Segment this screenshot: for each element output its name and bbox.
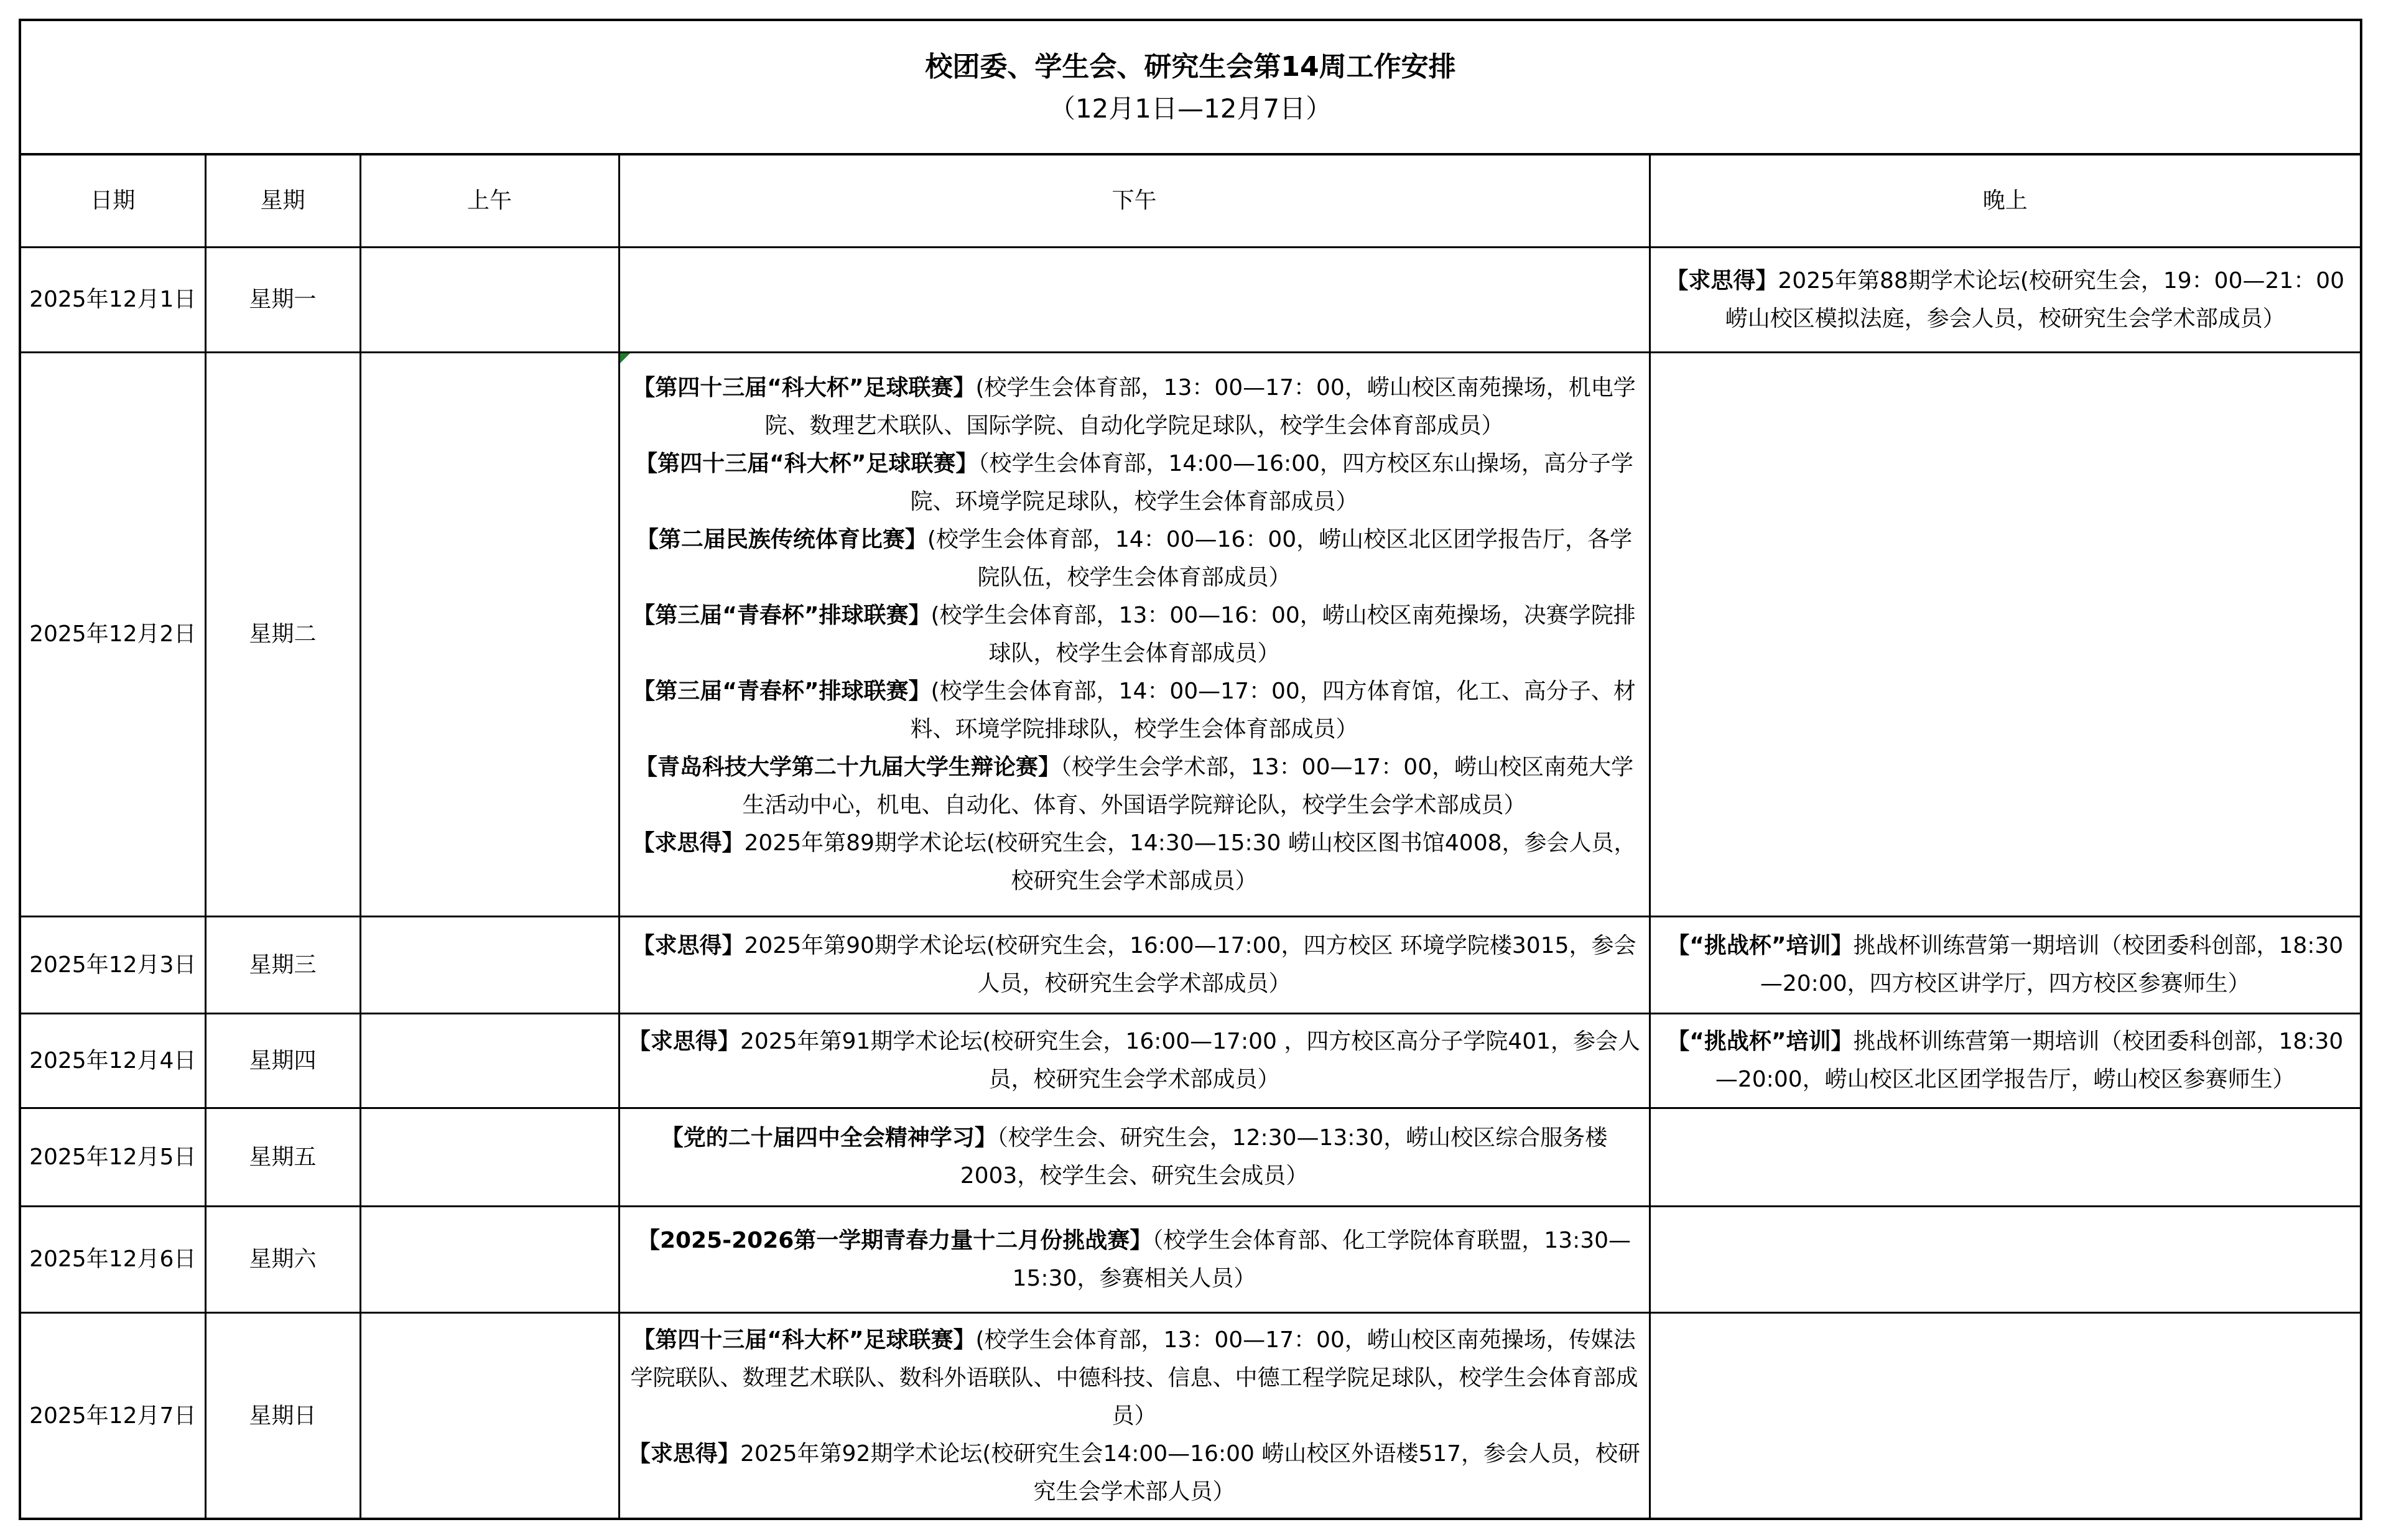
entry-detail: (校学生会体育部，14：00—17：00，四方体育馆，化工、高分子、材料、环境学院排球队，校学生会体育部成员） [910, 678, 1636, 742]
afternoon-cell [619, 1312, 1650, 1519]
comment-indicator-icon [620, 353, 630, 363]
date-cell: 2025年12月3日 [21, 916, 205, 1013]
entry-title: 【青岛科技大学第二十九届大学生辩论赛】 [634, 754, 1061, 780]
header-evening: 晚上 [1650, 155, 2360, 247]
weekday-cell: 星期一 [205, 247, 360, 352]
afternoon-entry [628, 1119, 1641, 1195]
entry-detail: (校学生会体育部，13：00—17：00，崂山校区南苑操场，传媒法学院联队、数理艺术联队、数科外语联队、中德科技、信息、中德工程学院足球队，校学生会体育部成员） [630, 1327, 1638, 1429]
entry-title: 【第四十三届“科大杯”足球联赛】 [633, 1327, 976, 1353]
table-row [21, 1108, 2360, 1206]
date-cell: 2025年12月1日 [21, 247, 205, 352]
entry-detail: （校学生会体育部、化工学院体育联盟，13:30—15:30，参赛相关人员） [1012, 1227, 1631, 1291]
afternoon-cell [619, 352, 1650, 916]
entry-title: 【“挑战杯”培训】 [1667, 933, 1854, 958]
entry-title: 【第四十三届“科大杯”足球联赛】 [635, 450, 978, 476]
entry-detail: (校学生会体育部，13：00—17：00，崂山校区南苑操场，机电学院、数理艺术联队、国际学院、自动化学院足球队，校学生会体育部成员） [764, 374, 1636, 438]
table-row [21, 916, 2360, 1013]
evening-cell [1650, 247, 2360, 352]
afternoon-entry [628, 445, 1641, 521]
morning-cell [360, 1013, 619, 1108]
entry-title: 【求思得】 [632, 830, 745, 856]
weekday-cell: 星期三 [205, 916, 360, 1013]
table-row [21, 1013, 2360, 1108]
morning-cell [360, 1108, 619, 1206]
entry-detail: （校学生会学术部，13：00—17：00，崂山校区南苑大学生活动中心，机电、自动化、体育、外国语学院辩论队，校学生会学术部成员） [742, 754, 1634, 818]
header-date: 日期 [21, 155, 205, 247]
schedule-table [21, 155, 2360, 1519]
weekday-cell: 星期四 [205, 1013, 360, 1108]
evening-cell [1650, 352, 2360, 916]
evening-cell [1650, 1013, 2360, 1108]
morning-cell [360, 1312, 619, 1519]
afternoon-cell [619, 1206, 1650, 1312]
schedule-body [21, 247, 2360, 1519]
weekday-cell: 星期二 [205, 352, 360, 916]
date-cell: 2025年12月4日 [21, 1013, 205, 1108]
afternoon-entry [628, 521, 1641, 596]
table-row [21, 247, 2360, 352]
title-block [21, 21, 2360, 155]
afternoon-cell [619, 1013, 1650, 1108]
entry-title: 【2025-2026第一学期青春力量十二月份挑战赛】 [637, 1227, 1153, 1253]
afternoon-entry [628, 369, 1641, 445]
afternoon-cell [619, 916, 1650, 1013]
entry-detail: (校学生会体育部，13：00—16：00，崂山校区南苑操场，决赛学院排球队，校学生会体育部成员） [931, 602, 1636, 666]
entry-detail: 2025年第90期学术论坛(校研究生会，16:00—17:00，四方校区 环境学院楼3015，参会人员，校研究生会学术部成员） [744, 933, 1636, 996]
entry-title: 【求思得】 [1666, 267, 1778, 294]
evening-entry [1658, 927, 2353, 1003]
entry-detail: 2025年第89期学术论坛(校研究生会，14:30—15:30 崂山校区图书馆4008，参会人员，校研究生会学术部成员） [744, 830, 1636, 894]
table-row [21, 352, 2360, 916]
table-row [21, 1206, 2360, 1312]
entry-detail: 2025年第88期学术论坛(校研究生会，19：00—21：00 崂山校区模拟法庭，参会人员，校研究生会学术部成员） [1725, 267, 2345, 332]
afternoon-entry [628, 596, 1641, 672]
evening-entry [1658, 1023, 2353, 1098]
evening-entry [1658, 262, 2353, 338]
entry-title: 【求思得】 [628, 1441, 740, 1467]
morning-cell [360, 916, 619, 1013]
afternoon-cell [619, 247, 1650, 352]
weekday-cell: 星期日 [205, 1312, 360, 1519]
entry-detail: 2025年第91期学术论坛(校研究生会，16:00—17:00 ，四方校区高分子学院401，参会人员，校研究生会学术部成员） [740, 1029, 1641, 1092]
afternoon-entry [628, 1222, 1641, 1297]
page-subtitle: （12月1日—12月7日） [1049, 93, 1332, 124]
entry-title: 【第四十三届“科大杯”足球联赛】 [633, 374, 976, 401]
evening-cell [1650, 1206, 2360, 1312]
morning-cell [360, 352, 619, 916]
evening-cell [1650, 1312, 2360, 1519]
afternoon-entry [628, 824, 1641, 900]
afternoon-entry [628, 927, 1641, 1003]
afternoon-entry [628, 748, 1641, 824]
schedule-sheet [19, 19, 2362, 1520]
date-cell: 2025年12月6日 [21, 1206, 205, 1312]
entry-title: 【求思得】 [632, 933, 745, 958]
weekday-cell: 星期五 [205, 1108, 360, 1206]
entry-detail: 2025年第92期学术论坛(校研究生会14:00—16:00 崂山校区外语楼517，参会人员，校研究生会学术部人员） [740, 1441, 1641, 1505]
header-weekday: 星期 [205, 155, 360, 247]
date-cell: 2025年12月2日 [21, 352, 205, 916]
entry-detail: (校学生会体育部，14：00—16：00，崂山校区北区团学报告厅，各学院队伍，校学生会体育部成员） [927, 526, 1633, 590]
page-title: 校团委、学生会、研究生会第14周工作安排 [925, 51, 1456, 83]
morning-cell [360, 1206, 619, 1312]
entry-title: 【求思得】 [628, 1029, 740, 1054]
entry-title: 【第二届民族传统体育比赛】 [636, 526, 927, 552]
evening-cell [1650, 1108, 2360, 1206]
date-cell: 2025年12月7日 [21, 1312, 205, 1519]
entry-detail: 挑战杯训练营第一期培训（校团委科创部，18:30—20:00，四方校区讲学厅，四方校区参赛师生） [1760, 933, 2344, 996]
weekday-cell: 星期六 [205, 1206, 360, 1312]
entry-title: 【第三届“青春杯”排球联赛】 [633, 678, 931, 704]
morning-cell [360, 247, 619, 352]
afternoon-entry [628, 1321, 1641, 1435]
entry-title: 【第三届“青春杯”排球联赛】 [633, 602, 931, 628]
afternoon-entry [628, 1435, 1641, 1511]
header-afternoon: 下午 [619, 155, 1650, 247]
date-cell: 2025年12月5日 [21, 1108, 205, 1206]
entry-detail: （校学生会体育部，14:00—16:00，四方校区东山操场，高分子学院、环境学院足球队，校学生会体育部成员） [910, 450, 1633, 514]
afternoon-entry [628, 672, 1641, 748]
entry-title: 【党的二十届四中全会精神学习】 [661, 1125, 997, 1151]
entry-detail: 挑战杯训练营第一期培训（校团委科创部，18:30—20:00，崂山校区北区团学报告厅，崂山校区参赛师生） [1715, 1029, 2344, 1092]
entry-detail: （校学生会、研究生会，12:30—13:30，崂山校区综合服务楼2003，校学生会、研究生会成员） [960, 1125, 1608, 1189]
afternoon-cell [619, 1108, 1650, 1206]
evening-cell [1650, 916, 2360, 1013]
header-morning: 上午 [360, 155, 619, 247]
afternoon-entry [628, 1023, 1641, 1098]
header-row [21, 155, 2360, 247]
table-row [21, 1312, 2360, 1519]
entry-title: 【“挑战杯”培训】 [1667, 1029, 1854, 1054]
